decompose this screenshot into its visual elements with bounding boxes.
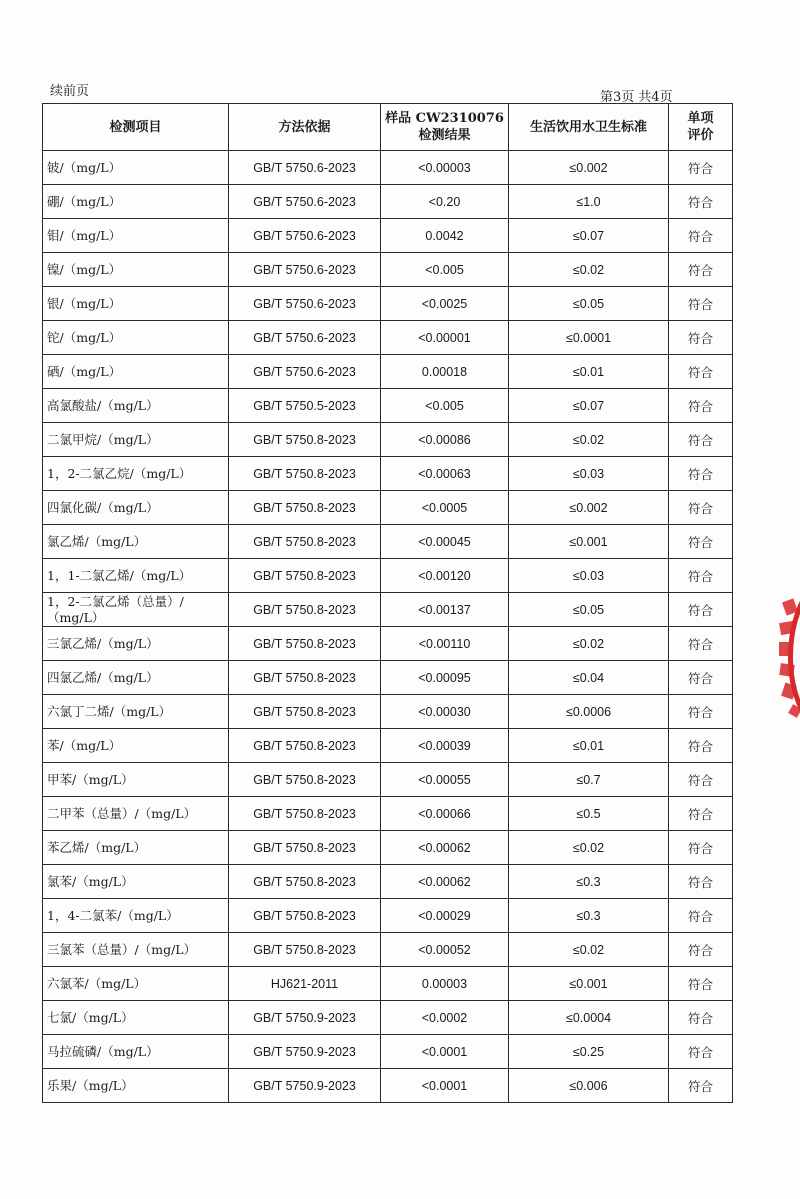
table-row	[43, 729, 733, 763]
cell-item: 钼/（mg/L）	[43, 219, 229, 253]
cell-item: 甲苯/（mg/L）	[43, 763, 229, 797]
table-row	[43, 151, 733, 185]
table-row	[43, 457, 733, 491]
cell-limit: ≤0.001	[509, 967, 669, 1001]
cell-eval: 符合	[669, 525, 733, 559]
cell-limit: ≤0.07	[509, 389, 669, 423]
cell-item: 1，2-二氯乙烷/（mg/L）	[43, 457, 229, 491]
cell-item: 氯苯/（mg/L）	[43, 865, 229, 899]
cell-item: 硼/（mg/L）	[43, 185, 229, 219]
cell-method: GB/T 5750.8-2023	[229, 491, 381, 525]
cell-limit: ≤0.01	[509, 729, 669, 763]
cell-result: <0.00066	[381, 797, 509, 831]
cell-eval: 符合	[669, 321, 733, 355]
cell-result: <0.00029	[381, 899, 509, 933]
cell-limit: ≤0.02	[509, 933, 669, 967]
cell-result: <0.00039	[381, 729, 509, 763]
cell-result: <0.0001	[381, 1069, 509, 1103]
cell-eval: 符合	[669, 151, 733, 185]
cell-method: GB/T 5750.8-2023	[229, 457, 381, 491]
cell-result: 0.0042	[381, 219, 509, 253]
cell-item: 氯乙烯/（mg/L）	[43, 525, 229, 559]
cell-item: 1，1-二氯乙烯/（mg/L）	[43, 559, 229, 593]
cell-limit: ≤0.0004	[509, 1001, 669, 1035]
cell-eval: 符合	[669, 423, 733, 457]
cell-limit: ≤0.03	[509, 559, 669, 593]
cell-eval: 符合	[669, 287, 733, 321]
cell-eval: 符合	[669, 627, 733, 661]
cell-method: GB/T 5750.9-2023	[229, 1069, 381, 1103]
cell-eval: 符合	[669, 185, 733, 219]
cell-item: 二氯甲烷/（mg/L）	[43, 423, 229, 457]
cell-result: <0.005	[381, 253, 509, 287]
cell-method: GB/T 5750.6-2023	[229, 287, 381, 321]
cell-result: <0.00120	[381, 559, 509, 593]
cell-method: GB/T 5750.8-2023	[229, 797, 381, 831]
cell-result: <0.00062	[381, 831, 509, 865]
cell-limit: ≤0.3	[509, 899, 669, 933]
table-row	[43, 661, 733, 695]
cell-method: GB/T 5750.6-2023	[229, 253, 381, 287]
cell-eval: 符合	[669, 831, 733, 865]
table-row	[43, 389, 733, 423]
cell-limit: ≤0.001	[509, 525, 669, 559]
cell-eval: 符合	[669, 457, 733, 491]
page-continuation-label: 续前页	[50, 84, 90, 99]
cell-limit: ≤0.05	[509, 593, 669, 627]
cell-item: 银/（mg/L）	[43, 287, 229, 321]
header-item: 检测项目	[43, 104, 229, 151]
cell-eval: 符合	[669, 559, 733, 593]
cell-result: <0.0025	[381, 287, 509, 321]
cell-result: <0.20	[381, 185, 509, 219]
table-row	[43, 423, 733, 457]
cell-method: GB/T 5750.8-2023	[229, 525, 381, 559]
cell-method: GB/T 5750.8-2023	[229, 593, 381, 627]
cell-item: 1，2-二氯乙烯（总量）/（mg/L）	[43, 593, 229, 627]
header-method: 方法依据	[229, 104, 381, 151]
cell-item: 镍/（mg/L）	[43, 253, 229, 287]
cell-eval: 符合	[669, 899, 733, 933]
cell-limit: ≤0.002	[509, 491, 669, 525]
table-header-row	[43, 104, 733, 151]
cell-result: <0.005	[381, 389, 509, 423]
table-row	[43, 1001, 733, 1035]
table-row	[43, 831, 733, 865]
cell-item: 二甲苯（总量）/（mg/L）	[43, 797, 229, 831]
table-row	[43, 627, 733, 661]
cell-result: <0.00110	[381, 627, 509, 661]
cell-method: GB/T 5750.8-2023	[229, 559, 381, 593]
cell-item: 铍/（mg/L）	[43, 151, 229, 185]
cell-method: GB/T 5750.8-2023	[229, 661, 381, 695]
cell-result: 0.00003	[381, 967, 509, 1001]
cell-limit: ≤0.002	[509, 151, 669, 185]
table-row	[43, 695, 733, 729]
cell-item: 四氯化碳/（mg/L）	[43, 491, 229, 525]
cell-item: 三氯苯（总量）/（mg/L）	[43, 933, 229, 967]
cell-method: GB/T 5750.9-2023	[229, 1035, 381, 1069]
cell-method: GB/T 5750.6-2023	[229, 185, 381, 219]
table-row	[43, 967, 733, 1001]
cell-method: GB/T 5750.6-2023	[229, 321, 381, 355]
cell-result: <0.00055	[381, 763, 509, 797]
header-evaluation: 单项 评价	[669, 104, 733, 151]
header-result: 样品 CW2310076 检测结果	[381, 104, 509, 151]
cell-limit: ≤0.02	[509, 627, 669, 661]
cell-item: 高氯酸盐/（mg/L）	[43, 389, 229, 423]
cell-method: GB/T 5750.6-2023	[229, 219, 381, 253]
cell-eval: 符合	[669, 695, 733, 729]
cell-result: <0.00001	[381, 321, 509, 355]
cell-limit: ≤0.01	[509, 355, 669, 389]
table-row	[43, 525, 733, 559]
header-standard: 生活饮用水卫生标准	[509, 104, 669, 151]
cell-item: 四氯乙烯/（mg/L）	[43, 661, 229, 695]
cell-eval: 符合	[669, 661, 733, 695]
cell-method: GB/T 5750.9-2023	[229, 1001, 381, 1035]
cell-method: GB/T 5750.8-2023	[229, 423, 381, 457]
cell-item: 六氯苯/（mg/L）	[43, 967, 229, 1001]
cell-method: GB/T 5750.6-2023	[229, 355, 381, 389]
cell-eval: 符合	[669, 491, 733, 525]
cell-result: <0.00086	[381, 423, 509, 457]
cell-item: 乐果/（mg/L）	[43, 1069, 229, 1103]
cell-result: 0.00018	[381, 355, 509, 389]
cell-limit: ≤0.03	[509, 457, 669, 491]
table-row	[43, 321, 733, 355]
cell-result: <0.00063	[381, 457, 509, 491]
cell-item: 苯/（mg/L）	[43, 729, 229, 763]
red-seal-stamp	[770, 570, 800, 740]
cell-method: GB/T 5750.8-2023	[229, 933, 381, 967]
cell-eval: 符合	[669, 933, 733, 967]
cell-result: <0.0002	[381, 1001, 509, 1035]
cell-limit: ≤0.02	[509, 423, 669, 457]
cell-item: 苯乙烯/（mg/L）	[43, 831, 229, 865]
cell-result: <0.00062	[381, 865, 509, 899]
cell-eval: 符合	[669, 1069, 733, 1103]
table-row	[43, 1069, 733, 1103]
table-row	[43, 355, 733, 389]
cell-method: HJ621-2011	[229, 967, 381, 1001]
cell-eval: 符合	[669, 253, 733, 287]
page-number: 第3页 共4页	[600, 90, 673, 105]
cell-method: GB/T 5750.8-2023	[229, 695, 381, 729]
table-row	[43, 219, 733, 253]
cell-limit: ≤0.05	[509, 287, 669, 321]
cell-result: <0.0005	[381, 491, 509, 525]
cell-eval: 符合	[669, 1001, 733, 1035]
cell-method: GB/T 5750.8-2023	[229, 865, 381, 899]
cell-result: <0.0001	[381, 1035, 509, 1069]
cell-item: 铊/（mg/L）	[43, 321, 229, 355]
cell-limit: ≤0.0001	[509, 321, 669, 355]
cell-result: <0.00137	[381, 593, 509, 627]
cell-method: GB/T 5750.8-2023	[229, 763, 381, 797]
table-row	[43, 559, 733, 593]
cell-item: 硒/（mg/L）	[43, 355, 229, 389]
cell-limit: ≤0.7	[509, 763, 669, 797]
test-results-table	[42, 103, 733, 1103]
cell-limit: ≤0.5	[509, 797, 669, 831]
cell-result: <0.00052	[381, 933, 509, 967]
cell-limit: ≤0.006	[509, 1069, 669, 1103]
cell-eval: 符合	[669, 763, 733, 797]
cell-result: <0.00003	[381, 151, 509, 185]
cell-eval: 符合	[669, 389, 733, 423]
cell-method: GB/T 5750.8-2023	[229, 627, 381, 661]
cell-eval: 符合	[669, 797, 733, 831]
table-row	[43, 933, 733, 967]
table-row	[43, 491, 733, 525]
cell-item: 六氯丁二烯/（mg/L）	[43, 695, 229, 729]
cell-method: GB/T 5750.5-2023	[229, 389, 381, 423]
cell-limit: ≤0.02	[509, 253, 669, 287]
table-row	[43, 1035, 733, 1069]
table-row	[43, 185, 733, 219]
cell-method: GB/T 5750.8-2023	[229, 831, 381, 865]
cell-limit: ≤0.04	[509, 661, 669, 695]
cell-method: GB/T 5750.8-2023	[229, 899, 381, 933]
cell-item: 1，4-二氯苯/（mg/L）	[43, 899, 229, 933]
cell-eval: 符合	[669, 967, 733, 1001]
table-row	[43, 593, 733, 627]
cell-limit: ≤0.07	[509, 219, 669, 253]
cell-method: GB/T 5750.8-2023	[229, 729, 381, 763]
cell-item: 三氯乙烯/（mg/L）	[43, 627, 229, 661]
cell-eval: 符合	[669, 355, 733, 389]
cell-item: 马拉硫磷/（mg/L）	[43, 1035, 229, 1069]
cell-result: <0.00045	[381, 525, 509, 559]
table-row	[43, 797, 733, 831]
cell-eval: 符合	[669, 593, 733, 627]
cell-limit: ≤0.25	[509, 1035, 669, 1069]
cell-limit: ≤0.02	[509, 831, 669, 865]
table-row	[43, 865, 733, 899]
cell-item: 七氯/（mg/L）	[43, 1001, 229, 1035]
table-row	[43, 287, 733, 321]
cell-eval: 符合	[669, 1035, 733, 1069]
cell-method: GB/T 5750.6-2023	[229, 151, 381, 185]
table-row	[43, 899, 733, 933]
cell-limit: ≤0.3	[509, 865, 669, 899]
cell-eval: 符合	[669, 219, 733, 253]
table-row	[43, 253, 733, 287]
cell-result: <0.00030	[381, 695, 509, 729]
cell-eval: 符合	[669, 865, 733, 899]
table-row	[43, 763, 733, 797]
cell-limit: ≤1.0	[509, 185, 669, 219]
cell-limit: ≤0.0006	[509, 695, 669, 729]
cell-result: <0.00095	[381, 661, 509, 695]
cell-eval: 符合	[669, 729, 733, 763]
